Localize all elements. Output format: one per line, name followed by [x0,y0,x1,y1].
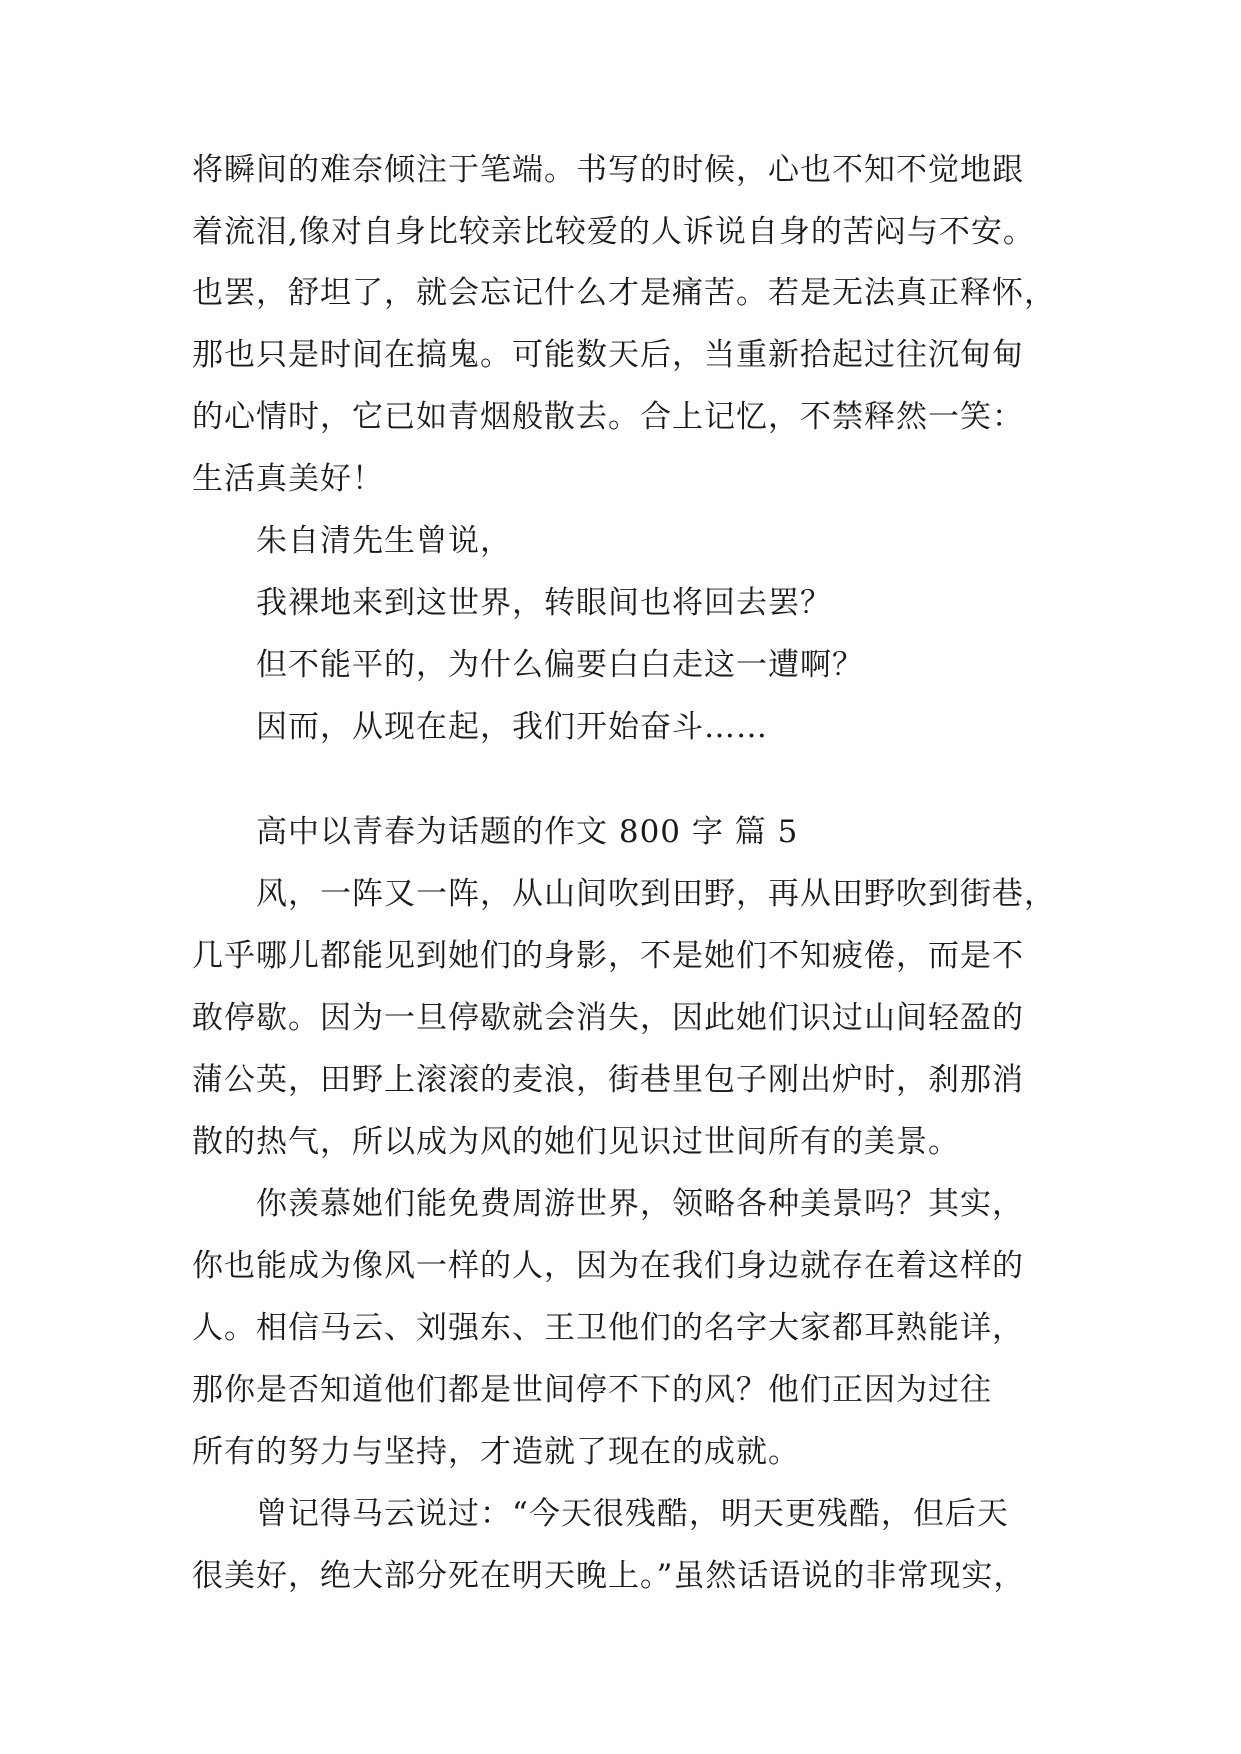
text-line: 几乎哪儿都能见到她们的身影，不是她们不知疲倦，而是不 [192,938,1024,974]
poem-line: 我裸地来到这世界，转眼间也将回去罢？ [256,585,832,621]
text-line: 着流泪,像对自身比较亲比较爱的人诉说自身的苦闷与不安。 [192,214,1035,250]
text-line: 敢停歇。因为一旦停歇就会消失，因此她们识过山间轻盈的 [192,1000,1024,1036]
section-heading: 高中以青春为话题的作文 800 字 篇 5 [256,814,799,850]
text-line: 所有的努力与坚持，才造就了现在的成就。 [192,1434,800,1470]
text-line: 那也只是时间在搞鬼。可能数天后，当重新拾起过往沉甸甸 [192,337,1024,373]
text-line: 将瞬间的难奈倾注于笔端。书写的时候，心也不知不觉地跟 [192,152,1024,188]
text-line: 蒲公英，田野上滚滚的麦浪，街巷里包子刚出炉时，刹那消 [192,1062,1024,1098]
text-line: 人。相信马云、刘强东、王卫他们的名字大家都耳熟能详， [192,1310,1024,1346]
text-line: 很美好，绝大部分死在明天晚上。”虽然话语说的非常现实， [192,1558,1026,1594]
poem-line: 但不能平的，为什么偏要白白走这一遭啊？ [256,647,864,683]
poem-line: 朱自清先生曾说， [256,523,512,559]
text-line: 也罢，舒坦了，就会忘记什么才是痛苦。若是无法真正释怀， [192,275,1056,311]
text-line: 曾记得马云说过：“今天很残酷，明天更残酷，但后天 [256,1496,1009,1532]
text-line: 散的热气，所以成为风的她们见识过世间所有的美景。 [192,1124,960,1160]
text-line: 生活真美好！ [192,461,384,497]
text-line: 的心情时，它已如青烟般散去。合上记忆，不禁释然一笑： [192,399,1024,435]
text-line: 你也能成为像风一样的人，因为在我们身边就存在着这样的 [192,1248,1024,1284]
text-line: 你羡慕她们能免费周游世界，领略各种美景吗？其实， [256,1186,1024,1222]
text-line: 风，一阵又一阵，从山间吹到田野，再从田野吹到街巷， [256,876,1056,912]
text-line: 那你是否知道他们都是世间停不下的风？他们正因为过往 [192,1372,992,1408]
poem-line: 因而，从现在起，我们开始奋斗…… [256,709,768,745]
